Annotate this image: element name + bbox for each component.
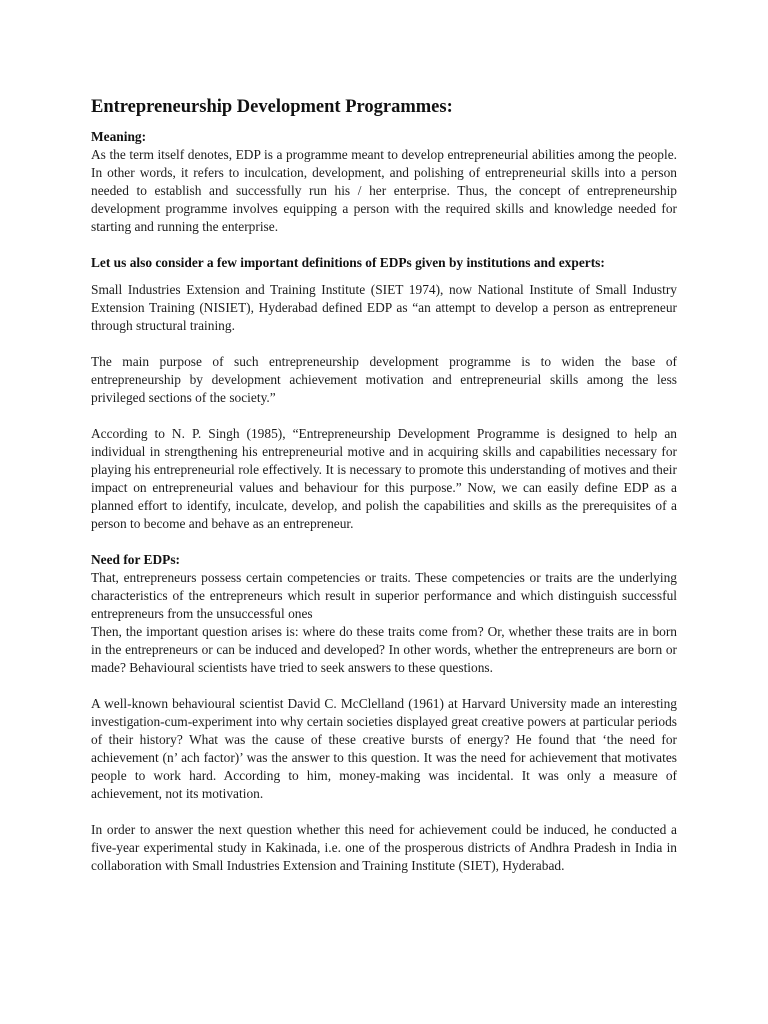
need-heading: Need for EDPs: xyxy=(91,552,181,567)
meaning-heading: Meaning: xyxy=(91,129,147,144)
need-paragraph-2: Then, the important question arises is: where do these traits come from? Or, whether these traits are in born in the entrepreneurs or can be induced and developed? In other words, whether the entrepreneurs are born or made? Behavioural scientists have tried to seek answers to these questions. xyxy=(91,624,677,675)
definition-singh-paragraph: According to N. P. Singh (1985), “Entrepreneurship Development Programme is designed to help an individual in strengthening his entrepreneurial motive and in acquiring skills and capabilities necessary for playing his entrepreneurial role effectively. It is necessary to promote this understanding of motives and their impact on entrepreneurial values and behaviour for this purpose.” Now, we can easily define EDP as a planned effort to identify, inculcate, develop, and polish the capabilities and skills as the prerequisites of a person to become and behave as an entrepreneur. xyxy=(91,426,677,531)
definitions-heading: Let us also consider a few important definitions of EDPs given by institutions and experts: xyxy=(91,255,605,270)
mcclelland-paragraph: A well-known behavioural scientist David C. McClelland (1961) at Harvard University made an interesting investigation-cum-experiment into why certain societies displayed great creative powers at particular periods of their history? What was the cause of these creative bursts of energy? He found that ‘the need for achievement (n’ ach factor)’ was the answer to this question. It was the need for achievement that motivates people to work hard. According to him, money-making was incidental. It was only a measure of achievement, not its motivation. xyxy=(91,696,677,801)
definition-siet-paragraph: Small Industries Extension and Training Institute (SIET 1974), now National Institute of Small Industry Extension Training (NISIET), Hyderabad defined EDP as “an attempt to develop a person as entrepreneur through structural training. xyxy=(91,282,677,333)
need-paragraph-1: That, entrepreneurs possess certain competencies or traits. These competencies or traits are the underlying characteristics of the entrepreneurs which result in superior performance and which distinguish successful entrepreneurs from the unsuccessful ones xyxy=(91,570,677,621)
document-body xyxy=(91,96,677,875)
kakinada-paragraph: In order to answer the next question whether this need for achievement could be induced, he conducted a five-year experimental study in Kakinada, i.e. one of the prosperous districts of Andhra Pradesh in India in collaboration with Small Industries Extension and Training Institute (SIET), Hyderabad. xyxy=(91,822,677,873)
main-purpose-paragraph: The main purpose of such entrepreneurship development programme is to widen the base of entrepreneurship by development achievement motivation and entrepreneurial skills among the less privileged sections of the society.” xyxy=(91,354,677,405)
meaning-paragraph: As the term itself denotes, EDP is a programme meant to develop entrepreneurial abilities among the people. In other words, it refers to inculcation, development, and polishing of entrepreneurial skills into a person needed to establish and successfully run his / her enterprise. Thus, the concept of entrepreneurship development programme involves equipping a person with the required skills and knowledge needed for starting and running the enterprise. xyxy=(91,147,677,234)
document-title: Entrepreneurship Development Programmes: xyxy=(91,97,453,117)
